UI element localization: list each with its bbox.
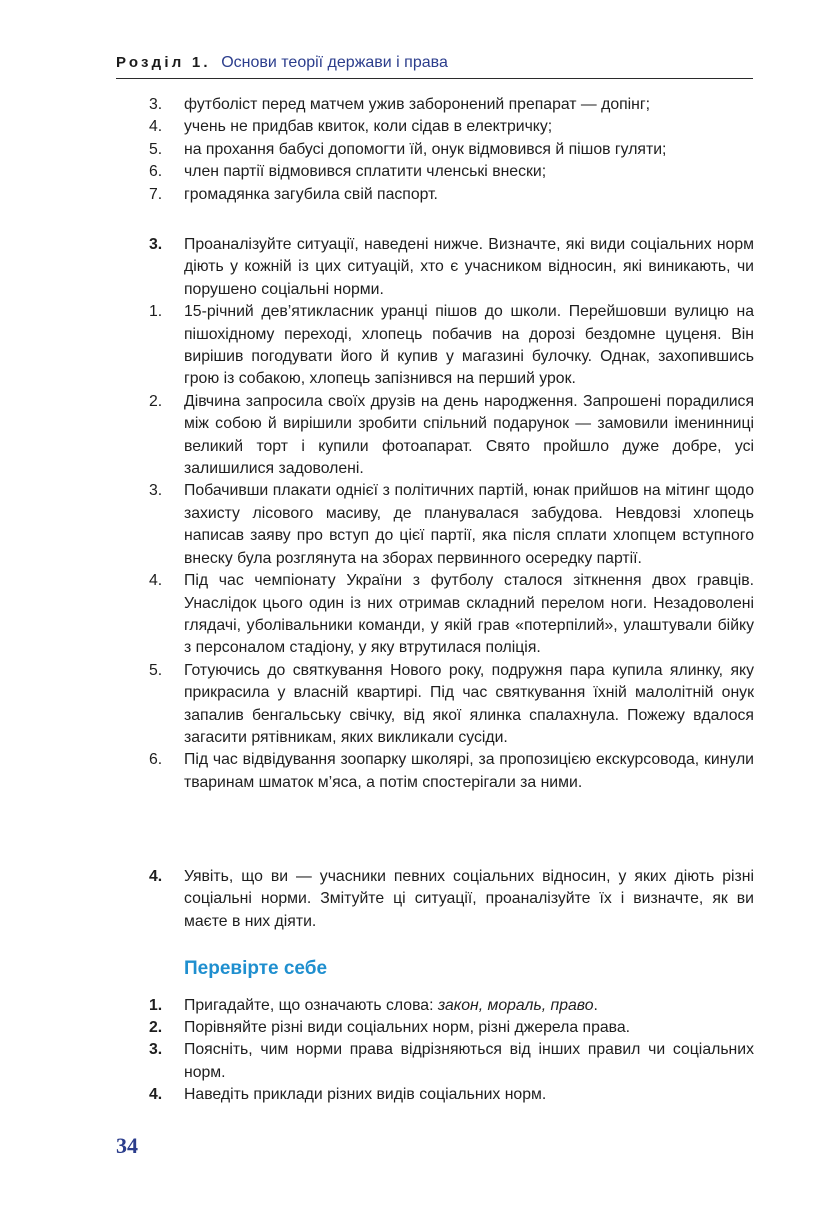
list-item: 7. громадянка загубила свій паспорт. bbox=[149, 185, 438, 203]
question-item: 2. Порівняйте різні види соціальних норм, різні джерела права. bbox=[149, 1019, 631, 1037]
page-header bbox=[116, 54, 753, 79]
situation-item: 2. Дівчина запросила своїх друзів на день народження. Запрошені порадилися між собою й вирішили зробити спільний подарунок — замовили іменинниці великий торт і купили фотоапарат. Свято пройшло дуже добре, усі залишилися задоволені. bbox=[149, 392, 754, 478]
task-3-prompt: 3. Проаналізуйте ситуації, наведені нижче. Визначте, які види соціальних норм діють у кожній із цих ситуацій, хто є учасником відносин, які виникають, чи порушено соціальні норми. bbox=[149, 236, 754, 298]
check-yourself-heading: Перевірте себе bbox=[184, 958, 328, 979]
check-yourself-list bbox=[0, 995, 822, 1106]
situation-item: 4. Під час чемпіонату України з футболу сталося зіткнення двох гравців. Унаслідок цього один із них отримав складний перелом ноги. Незадоволені глядачі, уболівальники команди, у якій грав «потерпілий», улаштували бійку з персоналом стадіону, у яку втрутилася поліція. bbox=[149, 572, 754, 657]
situation-item: 3. Побачивши плакати однієї з політичних партій, юнак прийшов на мітинг щодо захисту лісового масиву, де планувалася забудова. Невдовзі хлопець написав заяву про вступ до цієї партії, яка після сплати хлопцем вступного внеску була розглянута на зборах первинного осередку партії. bbox=[149, 482, 754, 567]
question-item: 3. Поясніть, чим норми права відрізняються від інших правил чи соціальних норм. bbox=[149, 1041, 754, 1081]
list-item: 6. член партії відмовився сплатити членські внески; bbox=[149, 163, 547, 181]
situation-item: 1. 15-річний дев’ятикласник уранці пішов до школи. Перейшовши вулицю на пішохідному переході, хлопець побачив на дорозі бездомне цуценя. Він вирішив погодувати його й купив у магазині булочку. Однак, захопившись грою із собакою, хлопець запізнився на перший урок. bbox=[149, 303, 754, 388]
question-item: 4. Наведіть приклади різних видів соціальних норм. bbox=[149, 1085, 547, 1103]
list-item: 3. футболіст перед матчем ужив заборонений препарат — допінг; bbox=[149, 96, 651, 113]
italic-terms: закон, мораль, право bbox=[437, 997, 594, 1014]
task-4-prompt: 4. Уявіть, що ви — учасники певних соціальних відносин, у яких діють різні соціальні норми. Змітуйте ці ситуації, проаналізуйте їх і визначте, як ви маєте в них діяти. bbox=[149, 868, 754, 930]
page-number: 34 bbox=[116, 1133, 138, 1158]
situation-item: 6. Під час відвідування зоопарку школярі, за пропозицією екскурсовода, кинули тваринам шматок м’яса, а потім спостерігали за ними. bbox=[149, 751, 754, 791]
question-item: 1. Пригадайте, що означають слова: закон, мораль, право. bbox=[149, 997, 598, 1014]
section-title: Основи теорії держави і права bbox=[221, 54, 448, 71]
list-item: 4. учень не придбав квиток, коли сідав в електричку; bbox=[149, 118, 553, 136]
section-label: Розділ 1. bbox=[116, 54, 211, 71]
situation-item: 5. Готуючись до святкування Нового року, подружня пара купила ялинку, яку прикрасила у власній квартирі. Під час святкування їхній малолітній онук запалив бенгальську свічку, від якої ялинка спалахнула. Пожежу вдалося загасити рятівникам, яких викликали сусіди. bbox=[149, 661, 754, 746]
task-3 bbox=[0, 234, 822, 794]
task-4 bbox=[0, 866, 822, 933]
list-item: 5. на прохання бабусі допомогти їй, онук відмовився й пішов гуляти; bbox=[149, 140, 667, 158]
continued-list bbox=[0, 94, 822, 206]
